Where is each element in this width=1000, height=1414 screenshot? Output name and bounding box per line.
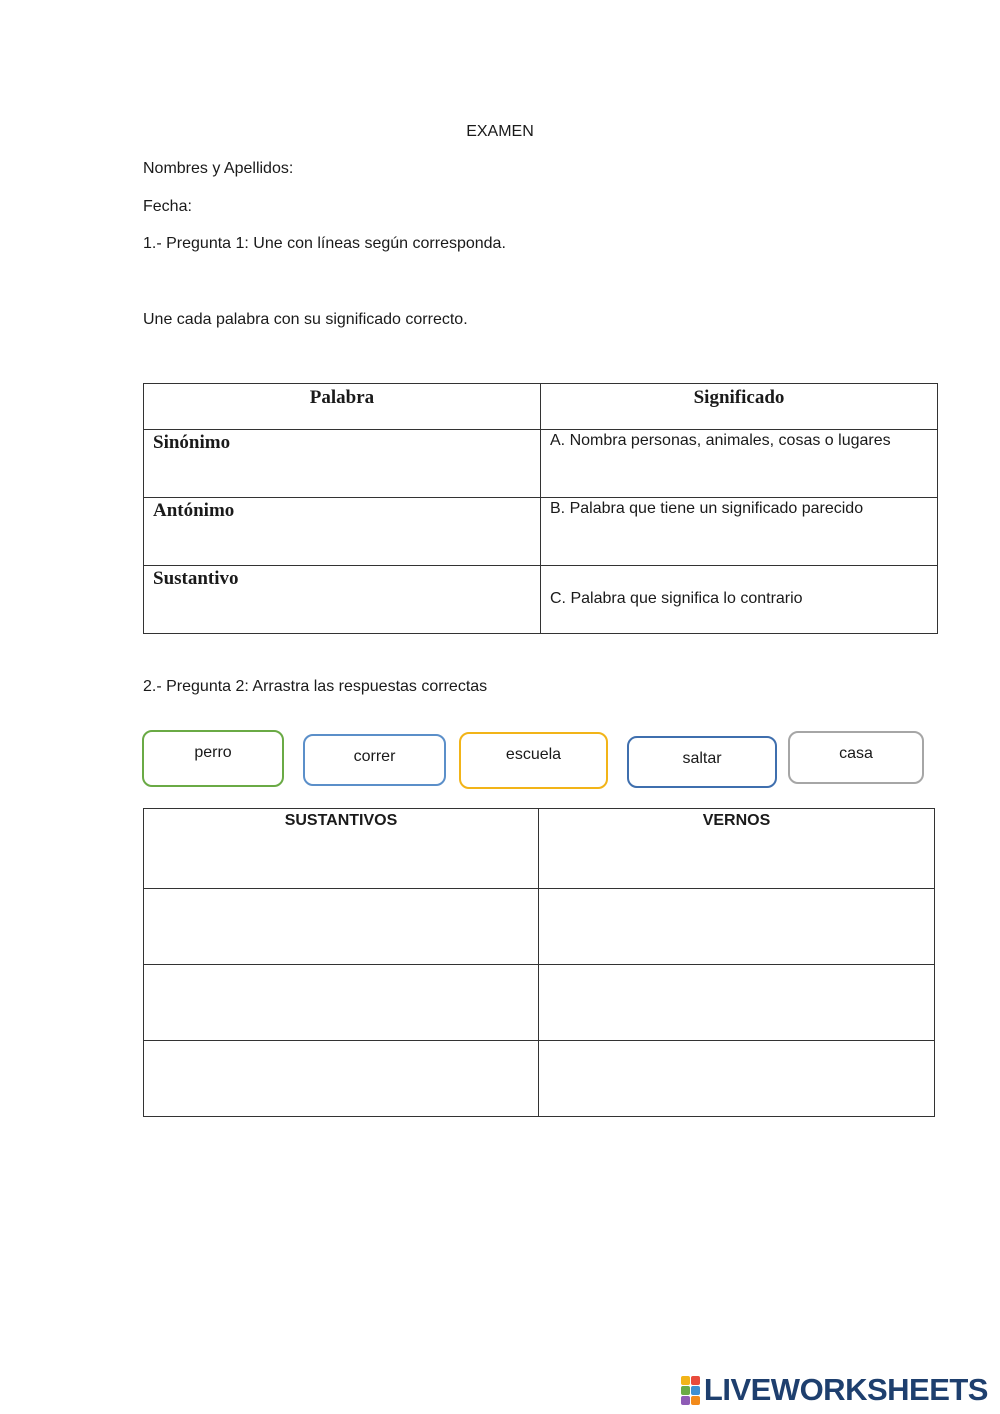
- drag-chip-saltar[interactable]: saltar: [627, 736, 777, 788]
- drag-chip-perro[interactable]: perro: [142, 730, 284, 787]
- liveworksheets-icon: [681, 1376, 700, 1405]
- table-row: [144, 889, 935, 965]
- word-sinonimo[interactable]: Sinónimo: [144, 430, 541, 498]
- drop-zone[interactable]: [144, 889, 539, 965]
- word-sustantivo[interactable]: Sustantivo: [144, 566, 541, 634]
- matching-table-header: [144, 384, 938, 430]
- classification-table-header: [144, 809, 935, 889]
- drag-chip-correr[interactable]: correr: [303, 734, 446, 786]
- drag-chip-casa[interactable]: casa: [788, 731, 924, 784]
- header-palabra: Palabra: [144, 384, 541, 430]
- header-vernos: VERNOS: [539, 809, 935, 889]
- drop-zone[interactable]: [539, 889, 935, 965]
- question-2-heading: 2.- Pregunta 2: Arrastra las respuestas correctas: [143, 678, 488, 695]
- drop-zone[interactable]: [539, 1041, 935, 1117]
- drop-zone[interactable]: [144, 1041, 539, 1117]
- page-title: EXAMEN: [466, 123, 534, 140]
- meaning-b[interactable]: B. Palabra que tiene un significado parecido: [541, 498, 938, 566]
- meaning-c[interactable]: C. Palabra que significa lo contrario: [541, 566, 938, 634]
- table-row: [144, 498, 938, 566]
- question-1-heading: 1.- Pregunta 1: Une con líneas según corresponda.: [143, 235, 506, 252]
- question-1-instruction: Une cada palabra con su significado correcto.: [143, 311, 468, 328]
- logo-text: LIVEWORKSHEETS: [703, 1372, 988, 1407]
- drop-zone[interactable]: [144, 965, 539, 1041]
- word-antonimo[interactable]: Antónimo: [144, 498, 541, 566]
- header-sustantivos: SUSTANTIVOS: [144, 809, 539, 889]
- matching-table: [143, 383, 938, 634]
- drag-chip-escuela[interactable]: escuela: [459, 732, 608, 789]
- name-label: Nombres y Apellidos:: [143, 160, 294, 177]
- meaning-a[interactable]: A. Nombra personas, animales, cosas o lugares: [541, 430, 938, 498]
- table-row: [144, 566, 938, 634]
- table-row: [144, 430, 938, 498]
- table-row: [144, 965, 935, 1041]
- table-row: [144, 1041, 935, 1117]
- date-label: Fecha:: [143, 198, 192, 215]
- liveworksheets-logo: [681, 1372, 988, 1408]
- drop-zone[interactable]: [539, 965, 935, 1041]
- classification-table: [143, 808, 935, 1117]
- header-significado: Significado: [541, 384, 938, 430]
